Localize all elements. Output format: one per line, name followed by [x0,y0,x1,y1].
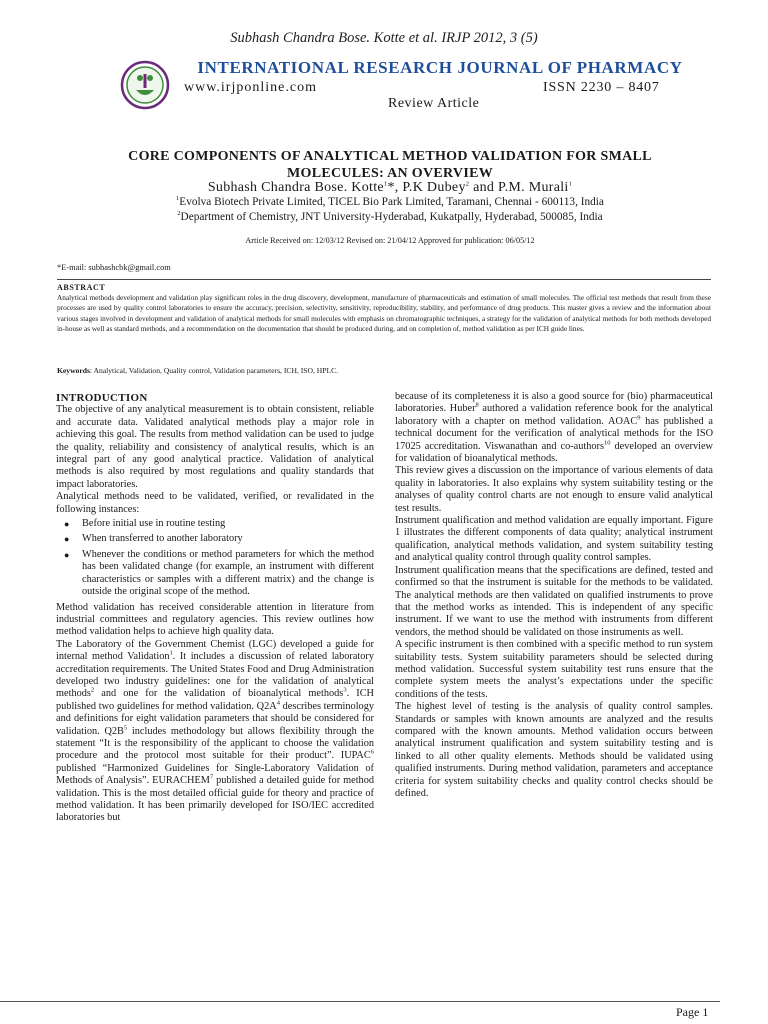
text-run: developed an overview for validation of bioanalytical methods. [395,440,713,465]
list-item-text: Whenever the conditions or method parameters for which the method has been validated change (for example, an instrument with different characteristics or samples with a different matrix) and the change is outside the original scope of the method. [82,548,374,598]
left-column [56,392,374,825]
text-run: The Laboratory of the Government Chemist (LGC) developed a guide for internal method Validation [56,638,374,663]
affiliation-1 [40,196,740,208]
author-separator: and [469,180,499,195]
text-run: . It includes a discussion of related laboratory accreditation requirements. The United States Food and Drug Administration developed two industry guidelines: one for the validation of analytical methods [56,651,375,700]
keywords [57,366,711,375]
journal-website: www.irjponline.com [184,80,317,95]
author-name: P.K Dubey [402,180,466,195]
section-heading: INTRODUCTION [56,392,148,404]
bullet-icon: ● [64,549,70,560]
citation: 10 [603,439,611,447]
running-head: Subhash Chandra Bose. Kotte et al. IRJP 2012, 3 (5) [230,30,538,46]
affiliation-text: Evolva Biotech Private Limited, TICEL Bio Park Limited, Taramani, Chennai - 600113, India [179,196,604,208]
author-name: P.M. Murali [498,180,569,195]
article-title [60,148,720,182]
abstract-heading: ABSTRACT [57,283,106,292]
affiliation-text: Department of Chemistry, JNT University-Hyderabad, Kukatpally, Hyderabad, 500085, India [180,211,603,223]
bullet-list [56,518,374,598]
citation: 6 [370,748,374,756]
paragraph: Instrument qualification means that the specifications are defined, tested and confirmed so that the instrument is suitable for the methods to be validated. The analytical methods are then validated on qualified instruments to prove that the method works as intended. This is independent of any specific instrument. If we want to use the method with instruments from different vendors, the method should be validated on those instruments as well. [395,564,713,638]
paragraph [395,391,713,465]
keywords-label: Keywords [57,366,90,375]
author-list [60,180,720,196]
article-type: Review Article [388,96,480,111]
paragraph: Analytical methods need to be validated, verified, or revalidated in the following instances: [56,491,374,515]
text-run: published a detailed guide for method validation. This is the most detailed official guide for theory and practice of method validation. It has been primarily developed for ISO/IEC accredited laboratories but [56,775,374,824]
text-run: describes terminology and definitions for eight validation parameters that should be considered for validation. Q2B [56,700,375,737]
citation: 3 [343,686,347,694]
bullet-icon: ● [64,534,70,545]
paragraph: A specific instrument is then combined with a specific method to run system suitability tests. System suitability parameters should be selected during method validation. Successful system suitability test runs ensure that the complete system meets the analyst’s expectations under the specific conditions of the tests. [395,639,713,700]
list-item-text: When transferred to another laboratory [82,533,243,545]
text-run: and one for the validation of bioanalytical methods [94,688,344,700]
article-title-line1: CORE COMPONENTS OF ANALYTICAL METHOD VALIDATION FOR SMALL [128,149,652,164]
divider [57,279,711,280]
paragraph: The highest level of testing is the analysis of quality control samples. Standards or samples with known amounts are analyzed and the results compared with the known amounts. Method validation occurs between analytical instrument qualification and system suitability testing and is linked to all other quality elements. Methods should be validated using qualified instruments. During method validation, parameters and acceptance criteria for system suitability checks and quality control checks should be defined. [395,701,713,799]
list-item [64,548,374,599]
corresponding-mark: *, [387,180,403,195]
affiliation-sup: 2 [177,210,181,218]
text-run: . ICH published two guidelines for method validation. Q2A [56,688,374,712]
author-sup: 1 [383,180,388,188]
right-column [395,391,713,800]
citation: 4 [276,699,280,707]
paragraph: Instrument qualification and method validation are equally important. Figure 1 illustrates the different components of data quality; analytical instrument qualification, analytical methods validation, and system suitability testing and analytical quality control through quality control samples. [395,515,713,564]
author-sup: 1 [568,180,573,188]
list-item-text: Before initial use in routine testing [82,518,226,530]
text-run: includes methodology but allows flexibility through the statement “It is the responsibility of the applicant to choose the validation procedure and the protocol most suitable for their product”. IUPAC [56,725,375,762]
journal-title: INTERNATIONAL RESEARCH JOURNAL OF PHARMACY [197,58,683,77]
affiliation-sup: 1 [176,195,180,203]
citation: 9 [637,414,641,422]
paragraph [56,639,374,825]
text-run: has published a technical document for the verification of analytical methods for the ISO 17025 accreditation. Viswanathan and co-authors [395,415,713,452]
citation: 2 [90,686,95,694]
citation: 7 [209,773,214,781]
article-dates: Article Received on: 12/03/12 Revised on: 21/04/12 Approved for publication: 06/05/12 [245,236,535,245]
affiliation-2 [40,211,740,223]
paragraph: The objective of any analytical measurement is to obtain consistent, reliable and accurate data. Validated analytical methods play a major role in achieving this goal. The results from method validation can be used to judge the quality, reliability and consistency of analytical results, which is an integral part of any good analytical practice. Validation of analytical methods is also required by most regulations and quality standards that impact laboratories. [56,404,374,490]
list-item [64,533,374,545]
author-sup: 2 [465,180,470,188]
citation: 8 [475,401,479,409]
keywords-text: : Analytical, Validation, Quality control, Validation parameters, ICH, ISO, HPLC. [89,366,339,375]
text-run: authored a validation reference book for the analytical laboratory with a chapter on method validation. AOAC [395,403,713,427]
text-run: because of its completeness it is also a good source for (bio) pharmaceutical laboratories. Huber [395,391,713,415]
author-name: Subhash Chandra Bose. Kotte [207,180,384,195]
footer-divider [0,1001,720,1002]
list-item [64,518,374,530]
bullet-icon: ● [64,519,70,530]
citation: 1 [169,649,173,657]
page-number: Page 1 [676,1005,709,1019]
article-title-line2: MOLECULES: AN OVERVIEW [286,166,494,181]
corresponding-email: *E-mail: subhashcbk@gmail.com [57,263,171,272]
journal-issn: ISSN 2230 – 8407 [543,80,660,95]
paragraph: This review gives a discussion on the importance of various elements of data quality in laboratories. It also explains why system suitability testing or the analyses of quality control charts are not enough to ensure valid analytical test results. [395,465,713,514]
text-run: published “Harmonized Guidelines for Single-Laboratory Validation of Methods of Analysis”. EURACHEM [56,762,374,787]
abstract-text: Analytical methods development and validation play significant roles in the drug discovery, development, manufacture of pharmaceuticals and estimation of small molecules. The official test methods that result from these processes are used by quality control laboratories to ensure the accuracy, precision, selectivity, sensitivity, reproducibility, stability, and performance of drug products. This master gives a review and the information about various stages involved in development and validation of analytical methods for small molecules with emphasis on chromatographic techniques, a strategy for the validation of analytical methods for both methods developed in-house as well as standard methods, and a recommendation on the documentation that should be produced during, and on completion of, method validation as per ICH guide lines. [57,293,711,334]
paragraph: Method validation has received considerable attention in literature from industrial committees and regulatory agencies. This review outlines how method validation helps to achieve high quality data. [56,601,374,638]
citation: 5 [123,724,128,732]
